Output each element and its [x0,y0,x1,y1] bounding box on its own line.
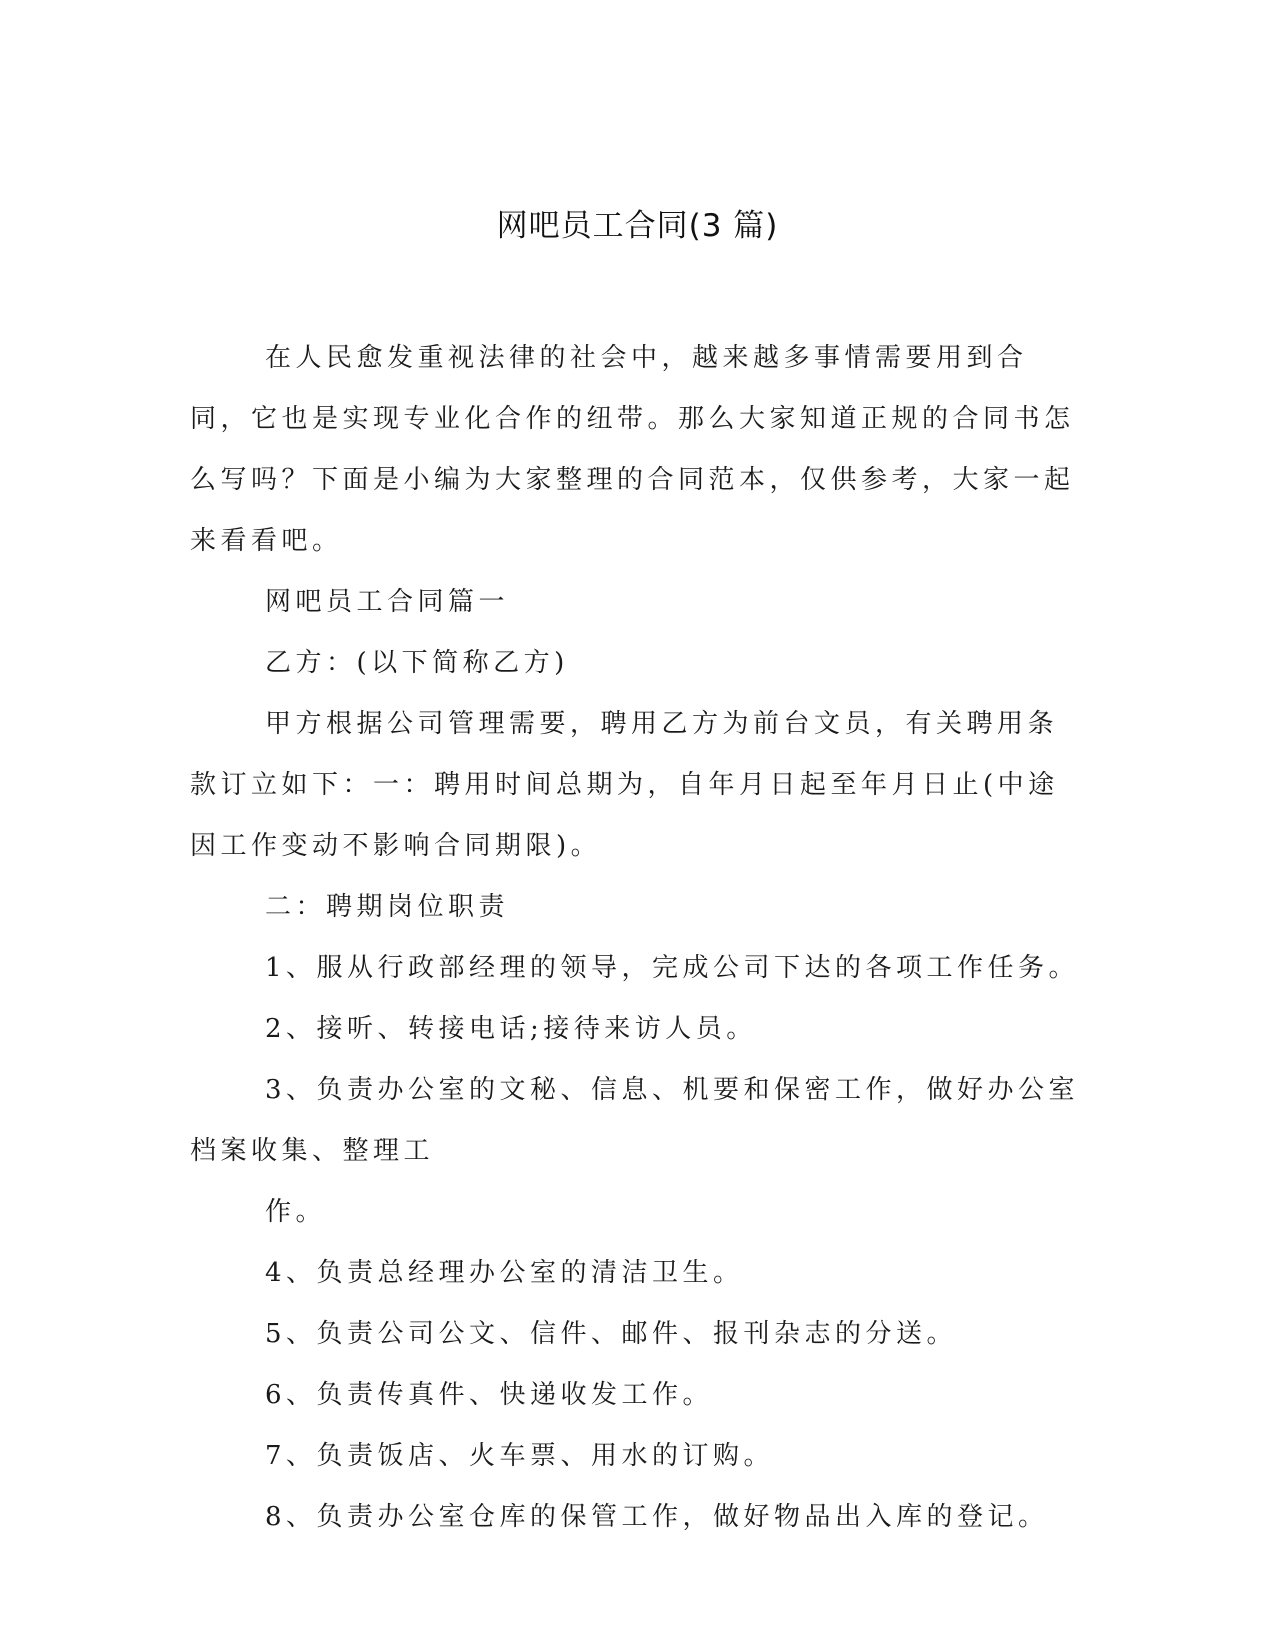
duty-item: 5、负责公司公文、信件、邮件、报刊杂志的分送。 [265,1319,958,1349]
duty-item: 8、负责办公室仓库的保管工作，做好物品出入库的登记。 [265,1502,1049,1532]
section-heading: 网吧员工合同篇一 [265,587,510,617]
party-b-line: 乙方：(以下简称乙方) [265,648,569,678]
duty-item: 2、接听、转接电话;接待来访人员。 [265,1014,757,1044]
page-title: 网吧员工合同(3 篇) [496,208,779,244]
document-body [190,328,1080,1548]
duty-item: 7、负责饭店、火车票、用水的订购。 [265,1441,775,1471]
duty-item: 6、负责传真件、快递收发工作。 [265,1380,714,1410]
contract-term-paragraph: 甲方根据公司管理需要，聘用乙方为前台文员，有关聘用条款订立如下：一：聘用时间总期为，自年月日起至年月日止(中途因工作变动不影响合同期限)。 [190,709,1059,861]
intro-paragraph: 在人民愈发重视法律的社会中，越来越多事情需要用到合同，它也是实现专业化合作的纽带。那么大家知道正规的合同书怎么写吗？下面是小编为大家整理的合同范本，仅供参考，大家一起来看看吧。 [190,343,1075,556]
duty-item: 4、负责总经理办公室的清洁卫生。 [265,1258,744,1288]
duty-item: 1、服从行政部经理的领导，完成公司下达的各项工作任务。 [265,953,1080,983]
duties-heading: 二：聘期岗位职责 [265,892,510,922]
duty-item: 3、负责办公室的文秘、信息、机要和保密工作，做好办公室档案收集、整理工 [190,1075,1080,1166]
duty-item-continuation: 作。 [265,1197,327,1227]
